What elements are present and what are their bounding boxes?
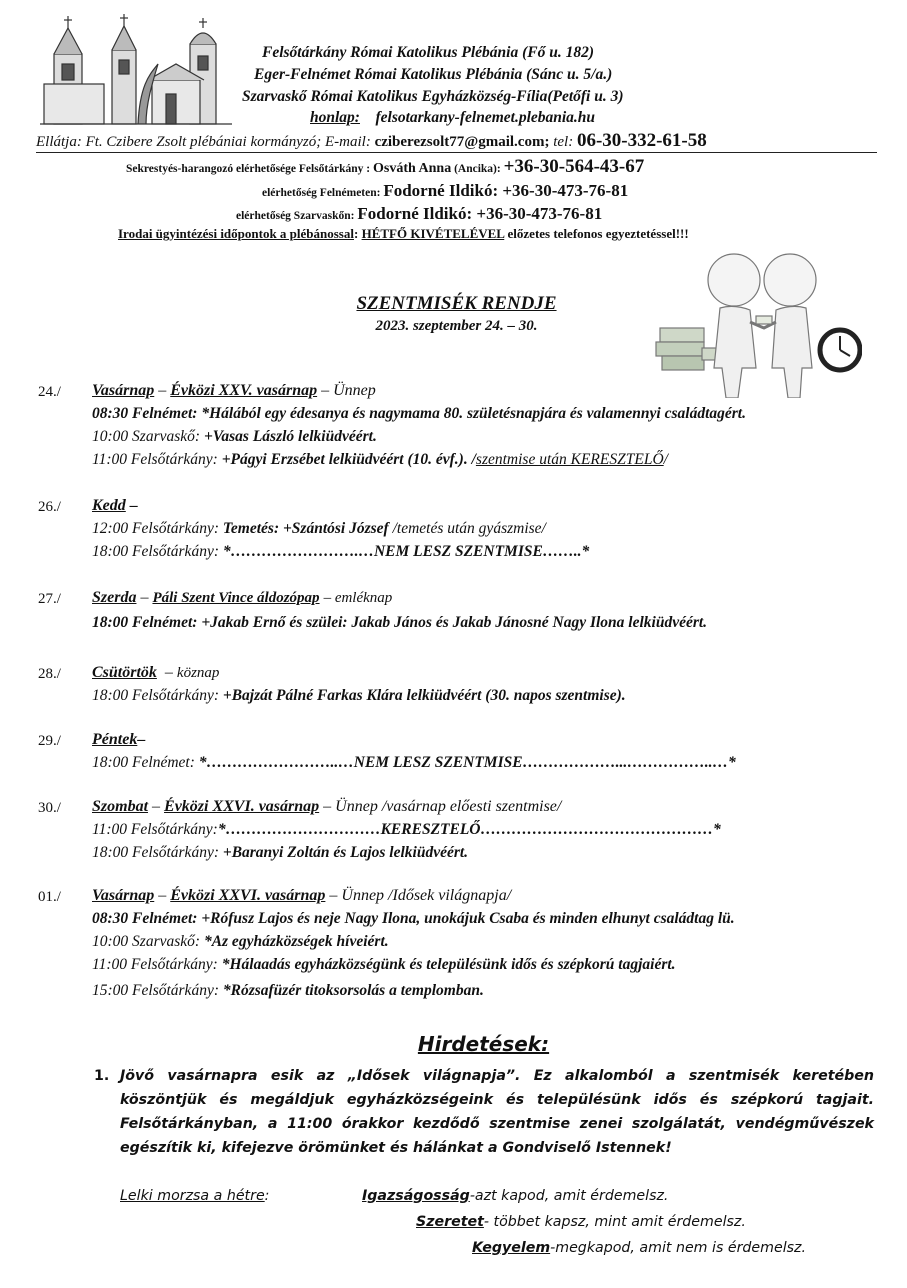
feast-name: Évközi XXVI. vasárnap: [170, 887, 326, 904]
mass-entry: [92, 614, 707, 632]
morsel-label: [120, 1188, 269, 1204]
day-sep: –: [152, 798, 161, 815]
mass-time-place: 18:00 Felsőtárkány:: [92, 844, 219, 861]
day-heading: [92, 664, 219, 682]
mass-entry: [92, 821, 721, 839]
morsel-label-text: Lelki morzsa a hétre: [120, 1188, 265, 1204]
mass-time-place: 15:00 Felsőtárkány:: [92, 982, 219, 999]
mass-time-place: 08:30 Felnémet:: [92, 405, 198, 422]
mass-intent: *Hálaadás egyházközségünk és településünk idős és szépkorú tagjaiért.: [221, 956, 676, 973]
mass-entry: [92, 910, 735, 928]
day-name: Péntek: [92, 731, 138, 748]
day-number: 28./: [38, 666, 61, 682]
mass-time-place: 11:00 Felsőtárkány:: [92, 451, 218, 468]
feast-name: Évközi XXV. vasárnap: [170, 382, 318, 399]
szarvasko-contact: [236, 204, 602, 224]
mass-time-place: 10:00 Szarvaskő:: [92, 428, 201, 445]
mass-note-tail: /: [663, 451, 668, 468]
mass-entry: [92, 956, 676, 974]
mass-intent: *…………………………KERESZTELŐ………………………………………*: [217, 821, 721, 838]
day-name: Vasárnap: [92, 382, 155, 399]
mass-note: /temetés után gyászmise/: [388, 520, 546, 537]
day-sep: –: [164, 664, 173, 681]
day-sep: –: [140, 589, 149, 606]
homepage-link[interactable]: felsotarkany-felnemet.plebania.hu: [375, 109, 596, 126]
feast-name: Évközi XXVI. vasárnap: [164, 798, 320, 815]
mass-intent: +Vasas László lelkiüdvéért.: [203, 428, 377, 445]
morsel-rest: - többet kapsz, mint amit érdemelsz.: [483, 1214, 746, 1230]
mass-intent: *……………………..…NEM LESZ SZENTMISE………………...……………..…*: [198, 754, 736, 771]
sacristan-nick: (Ancika):: [454, 163, 501, 175]
felnemet-label: elérhetőség Felnémeten:: [262, 187, 381, 199]
mass-entry: [92, 982, 484, 1000]
tel-label: tel:: [553, 134, 574, 150]
mass-time-place: 08:30 Felnémet:: [92, 910, 198, 927]
day-number: 29./: [38, 733, 61, 749]
day-number: 26./: [38, 499, 61, 515]
mass-intent: +Jakab Ernő és szülei: Jakab János és Jakab Jánosné Nagy Ilona lelkiüdvéért.: [201, 614, 708, 631]
day-name: Kedd: [92, 497, 126, 514]
feast-rank: – Ünnep: [321, 382, 376, 399]
parish-felnemet: Eger-Felnémet Római Katolikus Plébánia (Sánc u. 5/a.): [254, 66, 613, 83]
homepage-label: honlap:: [310, 109, 360, 126]
announcement-text: Jövő vasárnapra esik az „Idősek világnapja”. Ez alkalomból a szentmisék keretében köszöntjük és megáldjuk egyházközségeink és településünk idős és szépkorú tagjait. Felsőtárkányban, a 11:00 órakkor kezdődő szentmise zenei szolgálatát, vendégművészek egészítik ki, kifejezve örömünket és hálánkat a Gondviselő Istennek!: [120, 1068, 874, 1156]
mass-intent: +Baranyi Zoltán és Lajos lelkiüdvéért.: [222, 844, 469, 861]
mass-intent: Temetés: +Szántósi József: [222, 520, 389, 537]
feast-name: Páli Szent Vince áldozópap: [152, 590, 320, 606]
mass-time-place: 12:00 Felsőtárkány:: [92, 520, 219, 537]
office-hours: [118, 226, 689, 242]
mass-time-place: 18:00 Felsőtárkány:: [92, 543, 219, 560]
day-sep: –: [129, 497, 138, 514]
mass-entry: [92, 933, 389, 951]
church-illustration: [40, 14, 232, 132]
felnemet-contact: [262, 181, 628, 201]
sacristan-name: Osváth Anna: [373, 161, 452, 176]
mass-time-place: 10:00 Szarvaskő:: [92, 933, 201, 950]
office-highlight: HÉTFŐ KIVÉTELÉVEL: [361, 226, 505, 241]
feast-rank: – emléknap: [323, 590, 393, 606]
day-heading: [92, 887, 511, 905]
supply-line: [36, 130, 707, 152]
mass-entry: [92, 844, 468, 862]
mass-entry: [92, 428, 377, 446]
morsel-word: Szeretet: [416, 1214, 484, 1230]
day-number: 30./: [38, 800, 61, 816]
header-divider: [36, 152, 877, 153]
day-name: Szerda: [92, 589, 137, 606]
feast-rank: – Ünnep /vasárnap előesti szentmise/: [323, 798, 562, 815]
mass-entry: [92, 687, 626, 705]
office-rest: előzetes telefonos egyeztetéssel!!!: [507, 226, 689, 241]
day-sep: –: [158, 887, 167, 904]
day-heading: [92, 497, 138, 515]
sacristan-label: Sekrestyés-harangozó elérhetősége Felsőtárkány :: [126, 163, 371, 175]
morsel-rest: -megkapod, amit nem is érdemelsz.: [550, 1240, 806, 1256]
mass-time-place: 18:00 Felsőtárkány:: [92, 687, 219, 704]
day-number: 24./: [38, 384, 61, 400]
parish-szarvasko: Szarvaskő Római Katolikus Egyházközség-Fília(Petőfi u. 3): [242, 88, 624, 105]
schedule-title: SZENTMISÉK RENDJE: [356, 293, 557, 314]
day-number: 27./: [38, 591, 61, 607]
mass-intent: *…………………….…NEM LESZ SZENTMISE……..*: [222, 543, 590, 560]
morsel-rest: -azt kapod, amit érdemelsz.: [469, 1188, 669, 1204]
day-number: 01./: [38, 889, 61, 905]
mass-intent: *Rózsafüzér titoksorsolás a templomban.: [222, 982, 484, 999]
morsel-word: Kegyelem: [472, 1240, 551, 1256]
mass-entry: [92, 451, 668, 469]
morsel-colon: :: [264, 1188, 270, 1204]
office-colon: :: [353, 226, 359, 241]
supply-text: Ellátja: Ft. Czibere Zsolt plébániai kormányzó; E-mail:: [36, 134, 371, 150]
email-link[interactable]: cziberezsolt77@gmail.com;: [374, 134, 550, 150]
sacristan-contact: [126, 156, 644, 178]
mass-time-place: 18:00 Felnémet:: [92, 614, 198, 631]
parish-felsotarkany: Felsőtárkány Római Katolikus Plébánia (Fő u. 182): [262, 44, 594, 61]
day-sep: –: [137, 731, 146, 748]
mass-time-place: 18:00 Felnémet:: [92, 754, 195, 771]
morsel-line: [362, 1188, 668, 1204]
sacristan-phone: +36-30-564-43-67: [503, 156, 645, 177]
feast-rank: köznap: [176, 665, 220, 681]
announcement-item: [94, 1064, 874, 1160]
feast-rank: – Ünnep /Idősek világnapja/: [329, 887, 512, 904]
office-label: Irodai ügyintézési időpontok a plébánossal: [118, 226, 354, 241]
mass-time-place: 11:00 Felsőtárkány:: [92, 956, 218, 973]
day-name: Csütörtök: [92, 664, 157, 681]
announcements-title: Hirdetések:: [417, 1032, 550, 1056]
day-name: Vasárnap: [92, 887, 155, 904]
szarvasko-value: Fodorné Ildikó: +36-30-473-76-81: [357, 204, 603, 223]
morsel-line: [416, 1214, 746, 1230]
mass-entry: [92, 405, 746, 423]
phone-number: 06-30-332-61-58: [576, 130, 707, 151]
day-sep: –: [158, 382, 167, 399]
day-heading: [92, 382, 376, 400]
mass-note: szentmise után KERESZTELŐ: [475, 451, 664, 468]
day-name: Szombat: [92, 798, 149, 815]
mass-intent: +Rófusz Lajos és neje Nagy Ilona, unokájuk Csaba és minden elhunyt családtag lü.: [201, 910, 735, 927]
day-heading: [92, 589, 392, 607]
felnemet-value: Fodorné Ildikó: +36-30-473-76-81: [383, 181, 629, 200]
szarvasko-label: elérhetőség Szarvaskőn:: [236, 210, 355, 222]
morsel-word: Igazságosság: [362, 1188, 470, 1204]
mass-intent: *Hálából egy édesanya és nagymama 80. születésnapjára és valamennyi családtagért.: [201, 405, 746, 422]
schedule-dates: 2023. szeptember 24. – 30.: [375, 318, 538, 334]
day-heading: [92, 798, 561, 816]
day-heading: [92, 731, 145, 749]
mass-intent: *Az egyházközségek híveiért.: [203, 933, 389, 950]
mass-entry: [92, 543, 589, 561]
announcement-number: 1.: [94, 1068, 110, 1084]
mass-entry: [92, 520, 546, 538]
mass-intent: +Bajzát Pálné Farkas Klára lelkiüdvéért (30. napos szentmise).: [222, 687, 626, 704]
mass-entry: [92, 754, 736, 772]
homepage-line: [310, 109, 595, 127]
mass-intent: +Págyi Erzsébet lelkiüdvéért (10. évf.). /: [221, 451, 476, 468]
mass-time-place: 11:00 Felsőtárkány:: [92, 821, 218, 838]
morsel-line: [472, 1240, 806, 1256]
